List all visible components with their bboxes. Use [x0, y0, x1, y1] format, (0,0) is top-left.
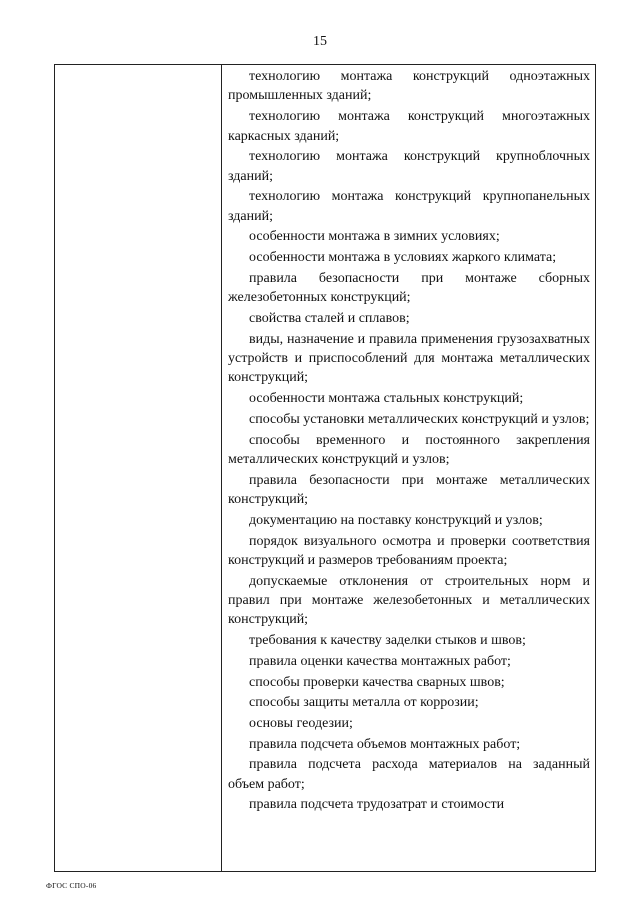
page-number: 15 [313, 34, 327, 49]
document-footer: ФГОС СПО-06 [46, 881, 97, 890]
list-item: технологию монтажа конструкций многоэтажных каркасных зданий; [228, 109, 590, 144]
list-item: особенности монтажа стальных конструкций; [249, 391, 524, 407]
list-item: документацию на поставку конструкций и узлов; [249, 512, 543, 528]
list-item: правила безопасности при монтаже сборных железобетонных конструкций; [228, 270, 590, 306]
list-item: способы временного и постоянного закрепления металлических конструкций и узлов; [228, 432, 590, 467]
table-column-divider [221, 64, 222, 872]
list-item: требования к качеству заделки стыков и швов; [249, 633, 526, 649]
requirements-list [228, 67, 590, 816]
list-item: технологию монтажа конструкций крупноблочных зданий; [228, 149, 590, 184]
list-item: правила подсчета трудозатрат и стоимости [249, 797, 505, 813]
list-item: технологию монтажа конструкций крупнопанельных зданий; [228, 189, 590, 224]
list-item: правила безопасности при монтаже металлических конструкций; [228, 472, 590, 508]
list-item: технологию монтажа конструкций одноэтажных промышленных зданий; [228, 69, 590, 104]
list-item: правила подсчета объемов монтажных работ; [249, 736, 521, 752]
list-item: особенности монтажа в условиях жаркого климата; [249, 250, 557, 266]
list-item: свойства сталей и сплавов; [249, 310, 410, 326]
list-item: допускаемые отклонения от строительных норм и правил при монтаже железобетонных и металлических конструкций; [228, 573, 590, 628]
list-item: правила подсчета расхода материалов на заданный объем работ; [228, 757, 590, 792]
list-item: особенности монтажа в зимних условиях; [249, 229, 500, 245]
list-item: порядок визуального осмотра и проверки соответствия конструкций и размеров требованиям проекта; [228, 533, 590, 568]
list-item: правила оценки качества монтажных работ; [249, 653, 511, 669]
list-item: способы защиты металла от коррозии; [249, 695, 479, 711]
list-item: виды, назначение и правила применения грузозахватных устройств и приспособлений для монтажа металлических конструкций; [228, 331, 590, 386]
list-item: способы установки металлических конструкций и узлов; [249, 411, 590, 427]
list-item: основы геодезии; [249, 715, 353, 731]
list-item: способы проверки качества сварных швов; [249, 674, 505, 690]
